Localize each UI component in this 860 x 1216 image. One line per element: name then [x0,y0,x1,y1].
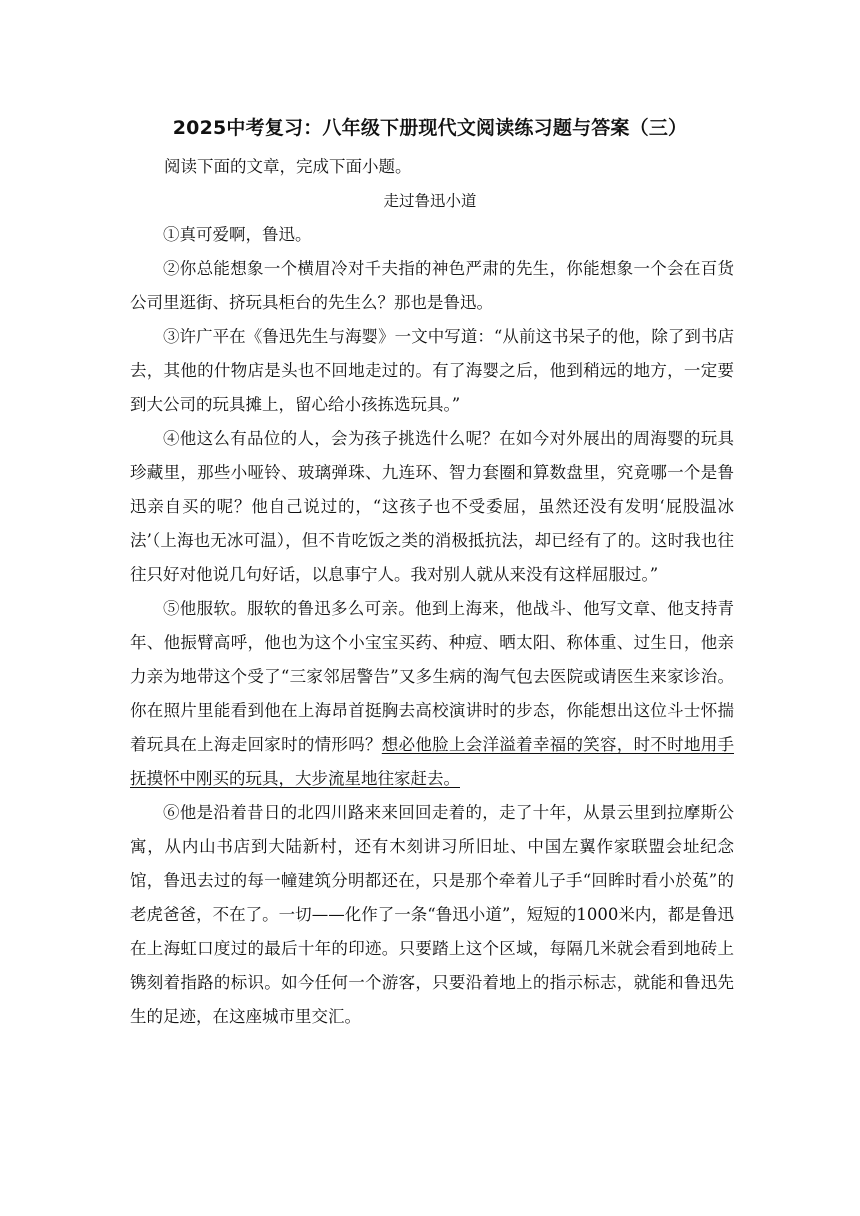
paragraph-6: ⑥他是沿着昔日的北四川路来来回回走着的，走了十年，从景云里到拉摩斯公寓，从内山书店到大陆新村，还有木刻讲习所旧址、中国左翼作家联盟会址纪念馆，鲁迅去过的每一幢建筑分明都还在，只是那个牵着儿子手“回眸时看小於菟”的老虎爸爸，不在了。一切——化作了一条“鲁迅小道”，短短的1000米内，都是鲁迅在上海虹口度过的最后十年的印迹。只要踏上这个区域，每隔几米就会看到地砖上镌刻着指路的标识。如今任何一个游客，只要沿着地上的指示标志，就能和鲁迅先生的足迹，在这座城市里交汇。 [130,803,734,1026]
document-title: 2025中考复习：八年级下册现代文阅读练习题与答案（三） [172,117,688,139]
paragraph-4: ④他这么有品位的人，会为孩子挑选什么呢？在如今对外展出的周海婴的玩具珍藏里，那些小哑铃、玻璃弹珠、九连环、智力套圈和算数盘里，究竟哪一个是鲁迅亲自买的呢？他自己说过的，“这孩子也不受委屈，虽然还没有发明‘屁股温冰法’（上海也无冰可温），但不肯吃饭之类的消极抵抗法，却已经有了的。这时我也往往只好对他说几句好话，以息事宁人。我对别人就从来没有这样屈服过。” [130,429,734,584]
instruction-text: 阅读下面的文章，完成下面小题。 [164,157,412,176]
paragraph-2: ②你总能想象一个横眉冷对千夫指的神色严肃的先生，你能想象一个会在百货公司里逛街、挤玩具柜台的先生么？那也是鲁迅。 [130,259,734,312]
paragraph-3: ③许广平在《鲁迅先生与海婴》一文中写道：“从前这书呆子的他，除了到书店去，其他的什物店是头也不回地走过的。有了海婴之后，他到稍远的地方，一定要到大公司的玩具摊上，留心给小孩拣选玩具。” [130,327,734,414]
article-body [130,218,734,1034]
paragraph-5-text: ⑤他服软。服软的鲁迅多么可亲。他到上海来，他战斗、他写文章、他支持青年、他振臂高呼，他也为这个小宝宝买药、种痘、晒太阳、称体重、过生日，他亲力亲为地带这个受了“三家邻居警告”又多生病的淘气包去医院或请医生来家诊治。你在照片里能看到他在上海昂首挺胸去高校演讲时的步态，你能想出这位斗士怀揣着玩具在上海走回家时的情形吗？ [130,599,734,754]
underlined-sentence: 想必他脸上会洋溢着幸福的笑容，时不时地用手抚摸怀中刚买的玩具，大步流星地往家赶去。 [130,735,735,788]
paragraph-1: ①真可爱啊，鲁迅。 [163,225,312,244]
paragraph-5 [130,592,734,796]
article-title: 走过鲁迅小道 [383,192,477,210]
